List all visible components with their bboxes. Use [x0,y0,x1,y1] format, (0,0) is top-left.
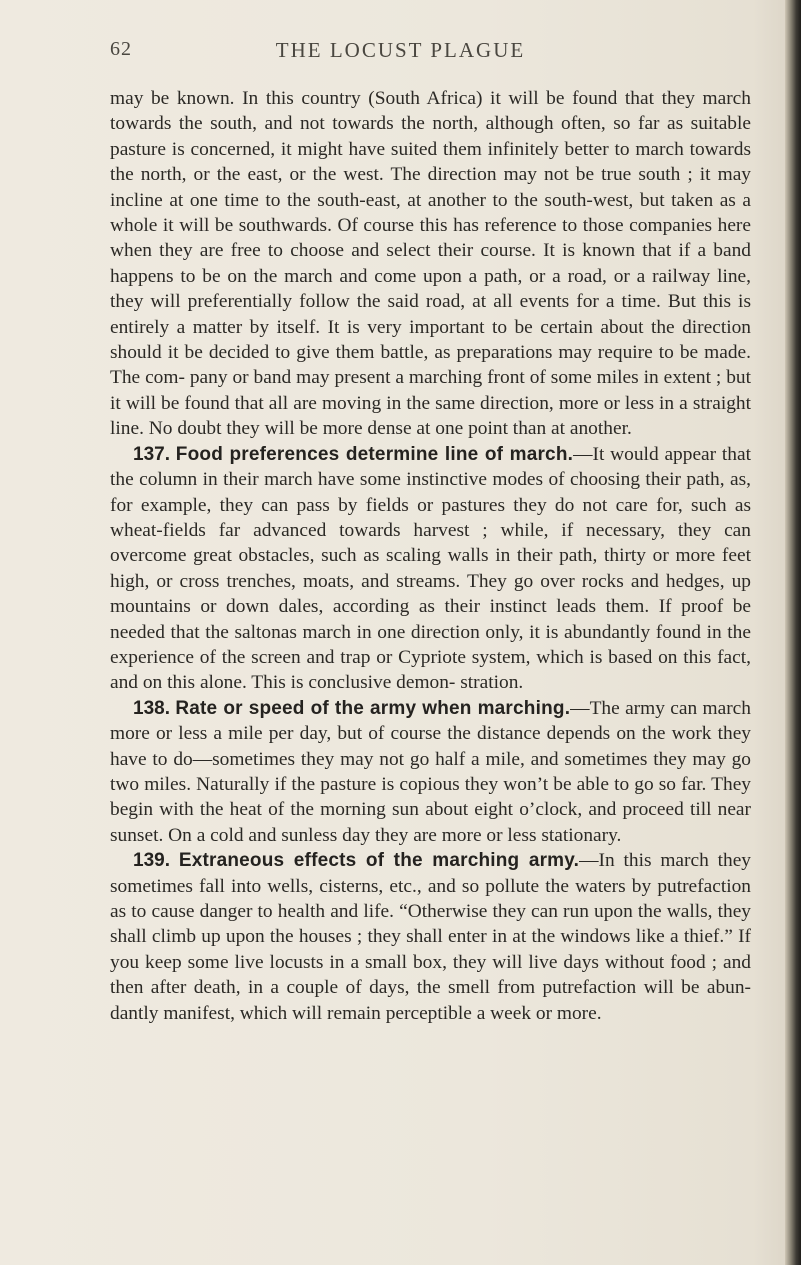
page-number: 62 [110,38,132,60]
section-text: —It would appear that the column in their march have some instinctive modes of choosing their path, as, for example, they can pass by fields or pastures they do not care for, such as wheat-fields far advanced towards harvest ; while, if necessary, they can overcome great obstacles, such as scaling walls in their path, thirty or more feet high, or cross trenches, moats, and streams. They go over rocks and hedges, up mountains or down dales, according as their instinct leads them. If proof be needed that the saltonas march in one direction only, it is abundantly found in the experience of the screen and trap or Cypriote system, which is based on this fact, and on this alone. This is conclusive demon- stration. [110,443,751,694]
section-number: 137. [133,443,170,465]
running-header [0,38,801,68]
section-text: —In this march they sometimes fall into wells, cisterns, etc., and so pollute the waters by putrefaction as to cause danger to health and life. “Otherwise they can run upon the walls, they shall climb up upon the houses ; they shall enter in at the windows like a thief.” If you keep some live locusts in a small box, they will live days without food ; and then after death, in a couple of days, the smell from putrefaction will be abun- dantly manifest, which will remain perceptible a week or more. [110,850,751,1024]
running-title: THE LOCUST PLAGUE [275,38,526,62]
section-number: 138. [133,697,170,719]
text-column [110,86,751,1026]
continuation-paragraph: may be known. In this country (South Africa) it will be found that they march towards the south, and not towards the north, although often, so far as suitable pasture is concerned, it might have suited them infinitely better to march towards the north, or the east, or the west. The direction may not be true south ; it may incline at one time to the south-east, at another to the south-west, but taken as a whole it will be southwards. Of course this has reference to those companies here when they are free to choose and select their course. It is known that if a band happens to be on the march and come upon a path, or a road, or a railway line, they will preferentially follow the said road, at all events for a time. But this is entirely a matter by itself. It is very important to be certain about the direction should it be decided to give them battle, as preparations may require to be made. The com- pany or band may present a marching front of some miles in extent ; but it will be found that all are moving in the same direction, more or less in a straight line. No doubt they will be more dense at one point than at another. [110,88,751,440]
section-137 [110,442,751,696]
section-heading: Rate or speed of the army when marching. [175,697,571,719]
page-binding-edge [785,0,801,1265]
section-138 [110,696,751,848]
section-number: 139. [133,850,170,872]
section-139 [110,848,751,1026]
section-heading: Extraneous effects of the marching army. [178,850,580,872]
section-text: —The army can march more or less a mile per day, but of course the distance depends on the work they have to do—sometimes they may not go half a mile, and sometimes they may go two miles. Naturally if the pasture is copious they won’t be able to go so far. They begin with the heat of the morning sun about eight o’clock, and proceed till near sunset. On a cold and sunless day they are more or less stationary. [110,697,751,846]
section-heading: Food preferences determine line of march. [175,443,574,465]
